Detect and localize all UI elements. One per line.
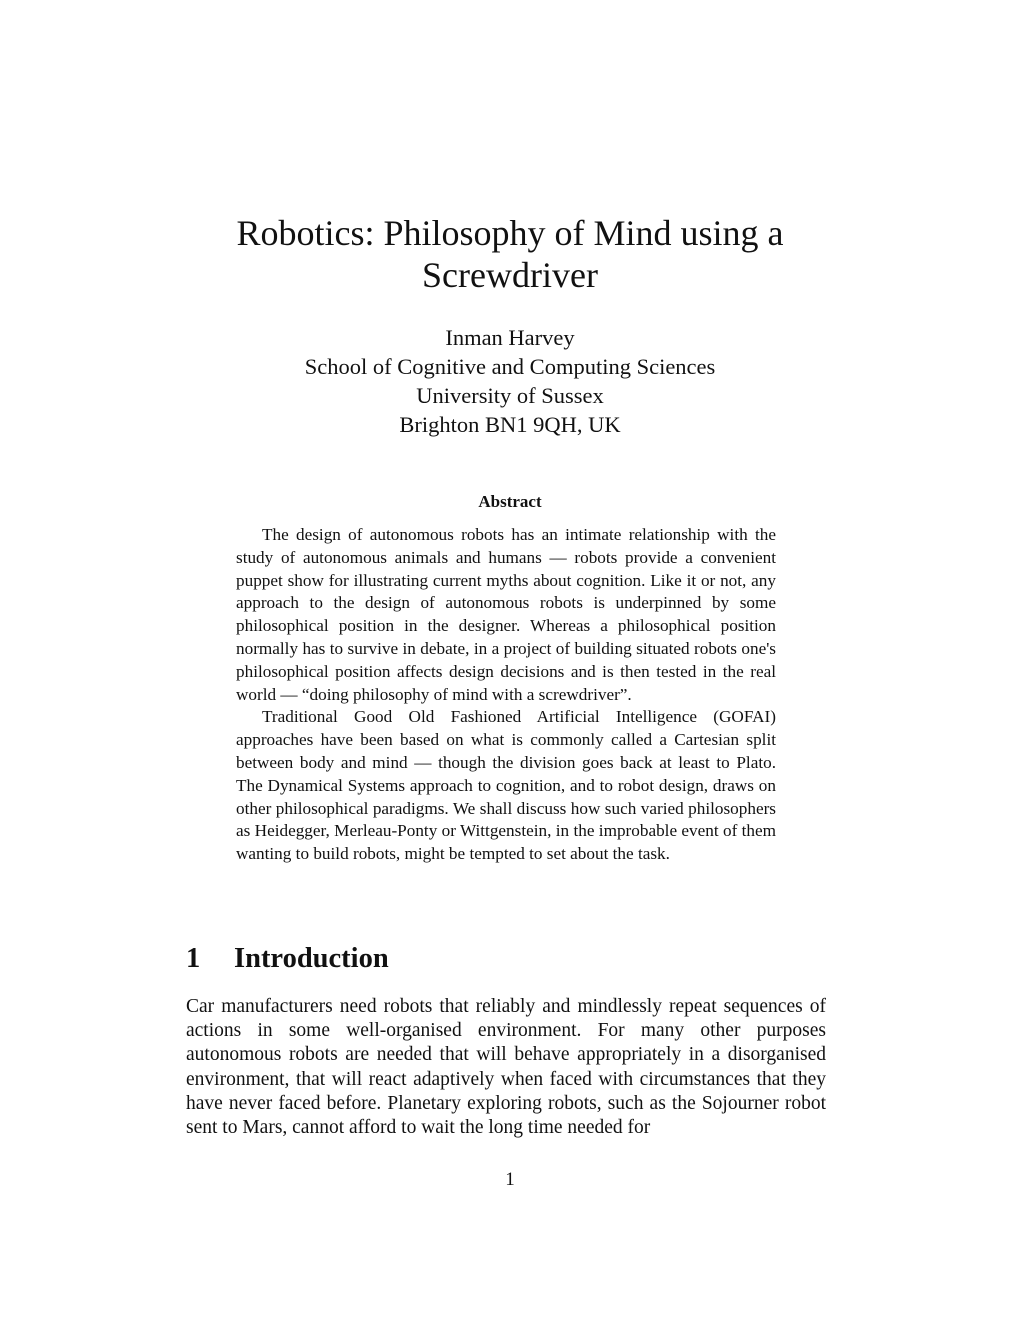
author-department: School of Cognitive and Computing Sciences [304, 354, 716, 379]
page-number: 1 [505, 1169, 515, 1190]
abstract-paragraph: The design of autonomous robots has an intimate relationship with the study of autonomous animals and humans — robots provide a convenient puppet show for illustrating current myths about cognition. Like it or not, any approach to the design of autonomous robots is underpinned by some philosophical position in the designer. Whereas a philosophical position normally has to survive in debate, in a project of building situated robots one's philosophical position affects design decisions and is then tested in the real world — “doing philosophy of mind with a screwdriver”. [236, 525, 776, 704]
section-heading-introduction [186, 941, 389, 977]
author-name: Inman Harvey [445, 325, 575, 350]
abstract-paragraph: Traditional Good Old Fashioned Artificial Intelligence (GOFAI) approaches have been based on what is commonly called a Cartesian split between body and mind — though the division goes back at least to Plato. The Dynamical Systems approach to cognition, and to robot design, draws on other philosophical paradigms. We shall discuss how such varied philosophers as Heidegger, Merleau-Ponty or Wittgenstein, in the improbable event of them wanting to build robots, might be tempted to set about the task. [236, 707, 776, 864]
abstract-body [236, 524, 776, 866]
author-address: Brighton BN1 9QH, UK [399, 412, 621, 437]
paper-title: Robotics: Philosophy of Mind using a Screwdriver [236, 213, 784, 295]
section-number: 1 [186, 943, 201, 974]
abstract-heading: Abstract [478, 492, 542, 511]
section-title: Introduction [234, 943, 389, 974]
author-block [160, 323, 860, 439]
section-paragraph: Car manufacturers need robots that reliably and mindlessly repeat sequences of actions in some well-organised environment. For many other purposes autonomous robots are needed that will behave appropriately in a disorganised environment, that will react adaptively when faced with circumstances that they have never faced before. Planetary exploring robots, such as the Sojourner robot sent to Mars, cannot afford to wait the long time needed for [186, 996, 826, 1139]
author-institution: University of Sussex [416, 383, 604, 408]
